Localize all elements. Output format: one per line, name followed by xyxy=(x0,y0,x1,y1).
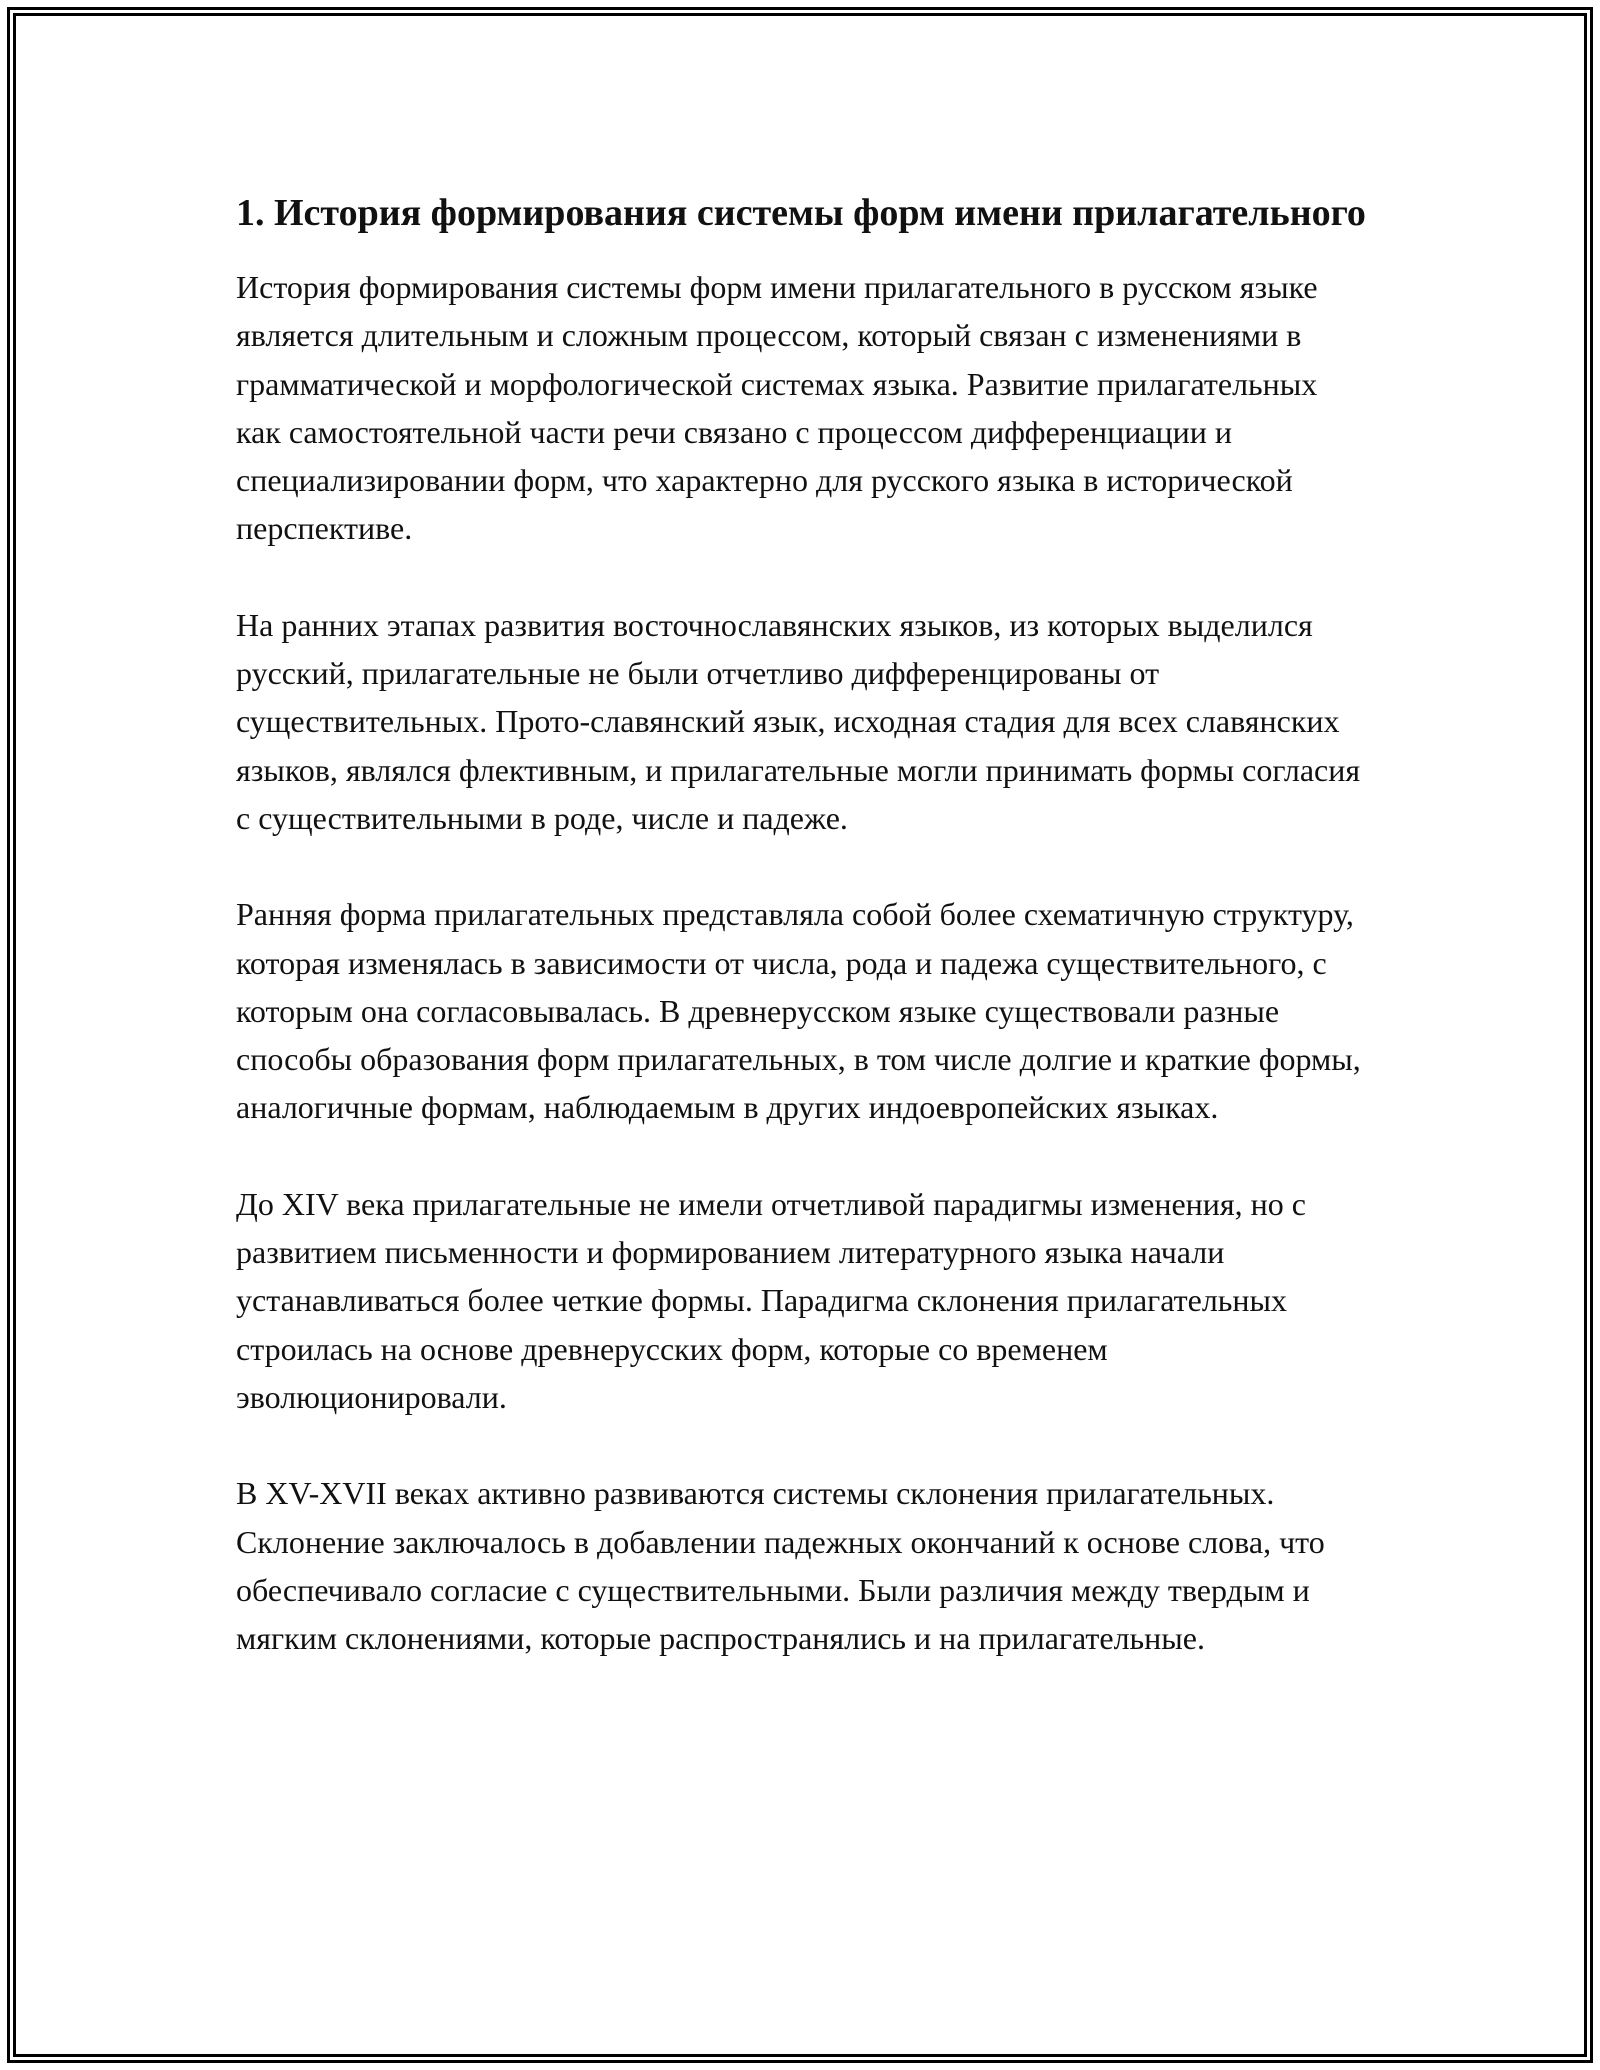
document-body xyxy=(236,186,1366,1710)
paragraph-3: Ранняя форма прилагательных представляла собой более схематичную структуру, которая изменялась в зависимости от числа, рода и падежа существительного, с которым она согласовывалась. В древнерусском языке существовали разные способы образования форм прилагательных, в том числе долгие и краткие формы, аналогичные формам, наблюдаемым в других индоевропейских языках. xyxy=(236,896,1361,1126)
paragraph-2: На ранних этапах развития восточнославянских языков, из которых выделился русский, прилагательные не были отчетливо дифференцированы от существительных. Прото-славянский язык, исходная стадия для всех славянских языков, являлся флективным, и прилагательные могли принимать формы согласия с существительными в роде, числе и падеже. xyxy=(236,606,1361,836)
paragraph-1: История формирования системы форм имени прилагательного в русском языке является длительным и сложным процессом, который связан с изменениями в грамматической и морфологической системах языка. Развитие прилагательных как самостоятельной части речи связано с процессом дифференциации и специализировании форм, что характерно для русского языка в исторической перспективе. xyxy=(236,269,1318,547)
paragraph-5: В XV-XVII веках активно развиваются системы склонения прилагательных. Склонение заключалось в добавлении падежных окончаний к основе слова, что обеспечивало согласие с существительными. Были различия между твердым и мягким склонениями, которые распространялись и на прилагательные. xyxy=(236,1475,1325,1657)
section-heading: 1. История формирования системы форм имени прилагательного xyxy=(236,192,1366,234)
paragraph-4: До XIV века прилагательные не имели отчетливой парадигмы изменения, но с развитием письменности и формированием литературного языка начали устанавливаться более четкие формы. Парадигма склонения прилагательных строилась на основе древнерусских форм, которые со временем эволюционировали. xyxy=(236,1185,1306,1415)
